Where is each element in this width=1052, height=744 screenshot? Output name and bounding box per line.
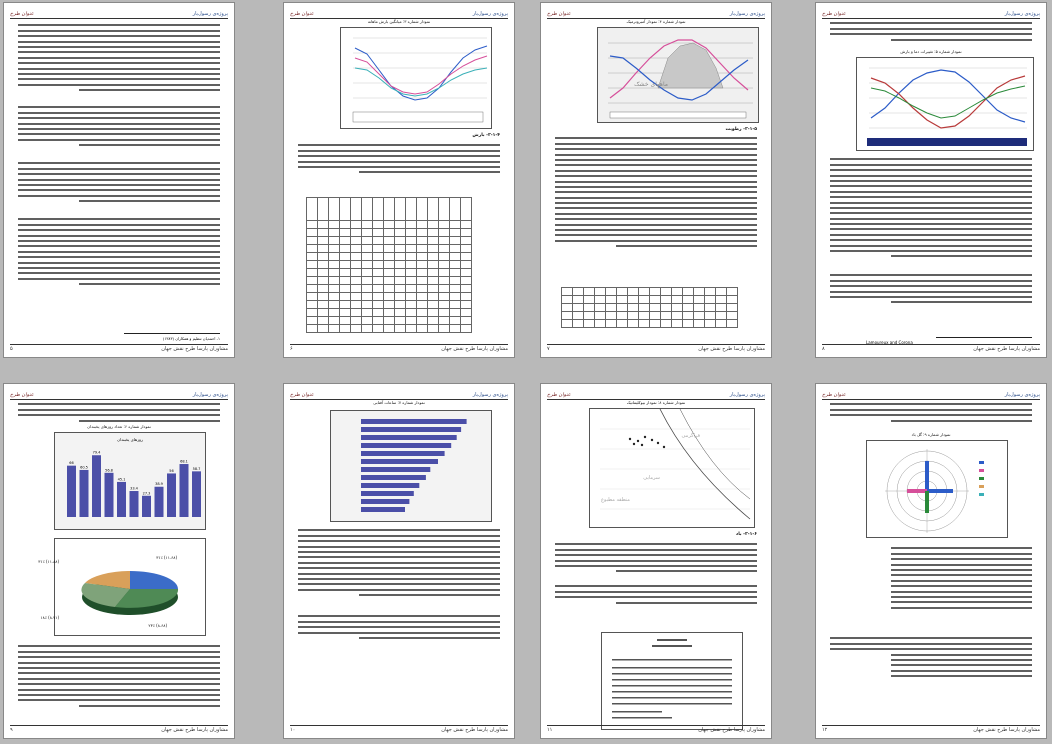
paragraph	[830, 400, 1032, 425]
temperature-rain-chart	[856, 57, 1034, 151]
footnote: Lamoureux and Corona	[866, 340, 913, 345]
bar	[67, 466, 76, 517]
page-number: ۸	[822, 346, 825, 352]
humidity-table	[561, 287, 738, 328]
temperature-rain-svg	[857, 58, 1033, 150]
header-logo: عنوان طرح	[10, 11, 34, 17]
bar-label: 33.4	[130, 486, 138, 491]
bar	[361, 467, 430, 472]
bar	[167, 473, 176, 517]
header-title: پروژه‌ی رسول‌یار	[729, 11, 765, 17]
bar-label: 38.9	[155, 482, 163, 487]
dry-months-label: ماههای خشک	[634, 81, 668, 88]
paragraph	[18, 103, 220, 150]
page-header	[290, 7, 508, 19]
section-heading: ۲-۱-۴- بارش	[472, 133, 500, 138]
bar	[361, 419, 467, 424]
header-logo: عنوان طرح	[547, 392, 571, 398]
chart-title: روزهای یخبندان	[117, 437, 143, 442]
page-number: ۱۲	[822, 727, 828, 733]
paragraph	[298, 612, 500, 642]
paragraph	[18, 21, 220, 94]
bar	[361, 435, 457, 440]
bar	[361, 475, 426, 480]
zone-label: منطقه مطبوع	[601, 497, 630, 503]
footnote: ۱- احمدیان تنظیم و همکاران (۱۳۸۳)	[162, 336, 220, 341]
bar	[130, 491, 139, 517]
bar	[142, 496, 151, 517]
header-logo: عنوان طرح	[290, 392, 314, 398]
page-footer	[10, 725, 228, 735]
pie-label: (۱۱.۸۸) ۳۱٪	[38, 559, 59, 564]
bar	[155, 487, 164, 517]
paragraph	[830, 544, 1032, 612]
bar	[361, 491, 414, 496]
page-8	[815, 383, 1047, 739]
header-logo: عنوان طرح	[547, 11, 571, 17]
header-title: پروژه‌ی رسول‌یار	[1004, 392, 1040, 398]
page-number: ۱۱	[547, 727, 553, 733]
page-footer	[290, 725, 508, 735]
footer-text: مشاوران پارسا طرح نقش جهان	[441, 346, 508, 352]
wind-table-svg	[602, 633, 742, 729]
page-header	[547, 7, 765, 19]
bar-label: 68.1	[180, 459, 188, 464]
paragraph	[555, 134, 757, 251]
rain-table	[306, 197, 472, 333]
page-footer	[290, 344, 508, 354]
chart-caption: نمودار شماره ۶: تعداد روزهای یخبندان	[87, 424, 151, 429]
page-5	[3, 383, 235, 739]
page-number: ۱۰	[290, 727, 296, 733]
footer-text: مشاوران پارسا طرح نقش جهان	[698, 346, 765, 352]
footer-text: مشاوران پارسا طرح نقش جهان	[161, 727, 228, 733]
page-header	[822, 7, 1040, 19]
bar	[361, 499, 409, 504]
bar	[105, 473, 114, 517]
bar	[192, 471, 201, 517]
pie-svg	[38, 539, 205, 635]
zone-label: فراگرمی	[681, 433, 700, 439]
page-1	[3, 2, 235, 358]
bar	[180, 464, 189, 517]
bar	[361, 427, 461, 432]
pie-label: (۸.۶۸) ۲۳٪	[148, 623, 167, 628]
header-title: پروژه‌ی رسول‌یار	[192, 392, 228, 398]
zone-label: سرمایی	[643, 475, 660, 481]
page-number: ۹	[10, 727, 13, 733]
page-4	[815, 2, 1047, 358]
bar-label: 56.8	[105, 468, 113, 473]
page-footer	[822, 725, 1040, 735]
section-heading: ۲-۱-۶- باد	[735, 532, 757, 537]
page-3	[540, 2, 772, 358]
page-footer	[10, 344, 228, 354]
sun-hours-svg	[331, 411, 491, 521]
rain-chart	[340, 27, 492, 129]
paragraph	[18, 159, 220, 206]
paragraph	[18, 215, 220, 288]
page-7	[540, 383, 772, 739]
header-title: پروژه‌ی رسول‌یار	[192, 11, 228, 17]
chart-caption: نمودار شماره ۵: تغییرات دما و بارش	[900, 49, 962, 54]
paragraph	[18, 400, 220, 425]
footer-text: مشاوران پارسا طرح نقش جهان	[973, 727, 1040, 733]
page-header	[547, 388, 765, 400]
wind-frequency-table	[601, 632, 743, 730]
bar-label: 27.3	[142, 491, 151, 496]
page-header	[10, 7, 228, 19]
pie-label: (۸.۷۱) ۱۸٪	[40, 615, 59, 620]
page-number: ۵	[10, 346, 13, 352]
header-logo: عنوان طرح	[290, 11, 314, 17]
wind-rose-chart	[866, 440, 1008, 538]
page-footer	[822, 344, 1040, 354]
page-2	[283, 2, 515, 358]
bar-label: 58.7	[192, 466, 201, 471]
page-header	[822, 388, 1040, 400]
pie-label: (۱۱.۶۸) ۳۱٪	[156, 555, 177, 560]
paragraph	[830, 155, 1032, 261]
bar-label: 66	[69, 461, 74, 466]
paragraph	[18, 642, 220, 710]
chart-caption: نمودار شماره ۳: میانگین بارش ماهانه	[367, 19, 431, 24]
bar	[361, 483, 419, 488]
header-title: پروژه‌ی رسول‌یار	[472, 392, 508, 398]
wind-rose-svg	[867, 441, 1007, 537]
bar	[361, 507, 405, 512]
bar	[361, 443, 451, 448]
chart-caption: نمودار شماره ۴: نمودار آمبروترمیک	[626, 19, 686, 24]
ambrothermic-svg	[598, 28, 758, 122]
page-header	[10, 388, 228, 400]
bar	[92, 455, 101, 517]
page-footer	[547, 725, 765, 735]
freeze-days-svg	[55, 433, 205, 529]
paragraph	[830, 634, 1032, 681]
paragraph	[830, 19, 1032, 44]
paragraph	[298, 141, 500, 177]
header-title: پروژه‌ی رسول‌یار	[729, 392, 765, 398]
paragraph	[555, 540, 757, 576]
footer-text: مشاوران پارسا طرح نقش جهان	[441, 727, 508, 733]
bar-label: 45.1	[117, 477, 126, 482]
bar-label: 56	[169, 468, 174, 473]
bar-label: 60.5	[80, 465, 88, 470]
page-number: ۷	[547, 346, 550, 352]
bar	[361, 451, 445, 456]
section-heading: ۲-۱-۵- رطوبت	[725, 127, 757, 132]
bioclimatic-svg	[590, 409, 754, 527]
paragraph	[555, 582, 757, 607]
page-header	[290, 388, 508, 400]
bioclimatic-chart	[589, 408, 755, 528]
header-logo: عنوان طرح	[822, 11, 846, 17]
page-number: ۶	[290, 346, 293, 352]
footer-text: مشاوران پارسا طرح نقش جهان	[161, 346, 228, 352]
bar	[361, 459, 438, 464]
paragraph	[298, 526, 500, 599]
paragraph	[830, 271, 1032, 307]
sun-hours-chart	[330, 410, 492, 522]
page-footer	[547, 344, 765, 354]
freeze-days-chart	[54, 432, 206, 530]
ambrothermic-chart	[597, 27, 759, 123]
chart-caption: نمودار شماره ۸: نمودار بیوکلیماتیک	[626, 400, 686, 405]
footer-text: مشاوران پارسا طرح نقش جهان	[698, 727, 765, 733]
footer-text: مشاوران پارسا طرح نقش جهان	[973, 346, 1040, 352]
bar	[117, 482, 126, 517]
header-logo: عنوان طرح	[10, 392, 34, 398]
chart-caption: نمودار شماره ۹: گل باد	[911, 432, 951, 437]
rain-svg	[341, 28, 491, 128]
header-logo: عنوان طرح	[822, 392, 846, 398]
bar-label: 79.4	[92, 450, 101, 455]
pie-chart	[38, 538, 206, 636]
page-6	[283, 383, 515, 739]
bar	[80, 470, 89, 517]
header-title: پروژه‌ی رسول‌یار	[472, 11, 508, 17]
header-title: پروژه‌ی رسول‌یار	[1004, 11, 1040, 17]
chart-caption: نمودار شماره ۷: ساعات آفتابی	[373, 400, 425, 405]
